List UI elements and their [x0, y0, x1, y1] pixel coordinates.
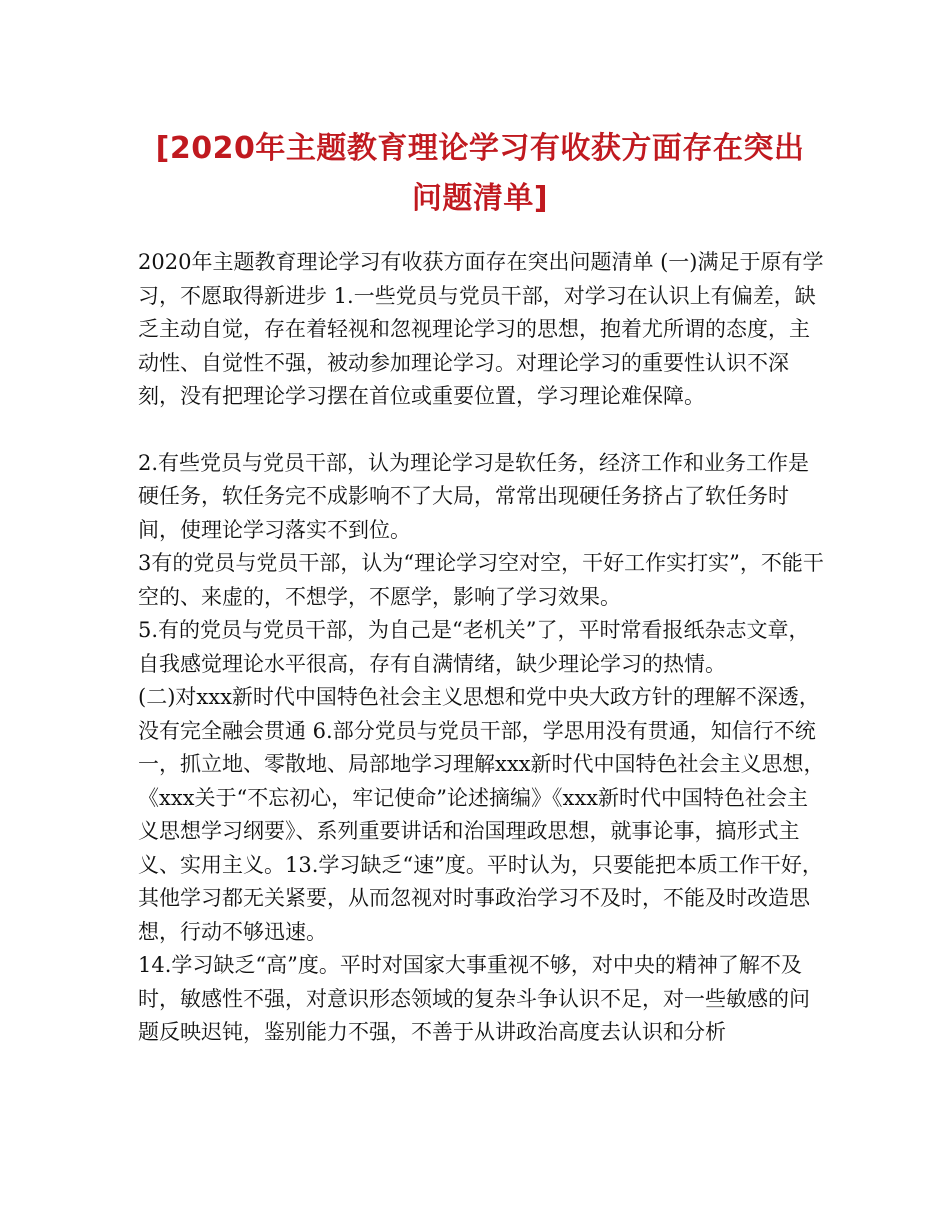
paragraph-1: 2020年主题教育理论学习有收获方面存在突出问题清单 (一)满足于原有学习，不愿取得新进步 1.一些党员与党员干部，对学习在认识上有偏差，缺乏主动自觉，存在着轻视和忽视理论学习的思想，抱着尤所谓的态度，主动性、自觉性不强，被动参加理论学习。对理论学习的重要性认识不深刻，没有把理论学习摆在首位或重要位置，学习理论难保障。 [138, 250, 824, 408]
paragraph-spacer [138, 414, 828, 447]
paragraph-6: 14.学习缺乏“高”度。平时对国家大事重视不够，对中央的精神了解不及时，敏感性不强，对意识形态领域的复杂斗争认识不足，对一些敏感的问题反映迟钝，鉴别能力不强，不善于从讲政治高度去认识和分析 [138, 953, 810, 1044]
paragraph-5: (二)对xxx新时代中国特色社会主义思想和党中央大政方针的理解不深透，没有完全融会贯通 6.部分党员与党员干部，学思用没有贯通，知信行不统一，抓立地、零散地、局部地学习理解xxx新时代中国特色社会主义思想，《xxx关于“不忘初心，牢记使命”论述摘编》《xxx新时代中国特色社会主义思想学习纲要》、系列重要讲话和治国理政思想，就事论事，搞形式主义、实用主义。13.学习缺乏“速”度。平时认为，只要能把本质工作干好，其他学习都无关紧要，从而忽视对时事政治学习不及时，不能及时改造思想，行动不够迅速。 [138, 685, 825, 944]
document-body [138, 246, 828, 1050]
paragraph-3: 3有的党员与党员干部，认为“理论学习空对空，干好工作实打实”，不能干空的、来虚的，不想学，不愿学，影响了学习效果。 [138, 551, 824, 609]
paragraph-2: 2.有些党员与党员干部，认为理论学习是软任务，经济工作和业务工作是硬任务，软任务完不成影响不了大局，常常出现硬任务挤占了软任务时间，使理论学习落实不到位。 [138, 450, 810, 542]
document-title: [2020年主题教育理论学习有收获方面存在突出问题清单] [155, 131, 805, 216]
paragraph-4: 5.有的党员与党员干部，为自己是“老机关”了，平时常看报纸杂志文章，自我感觉理论水平很高，存有自满情绪，缺少理论学习的热情。 [138, 618, 810, 676]
